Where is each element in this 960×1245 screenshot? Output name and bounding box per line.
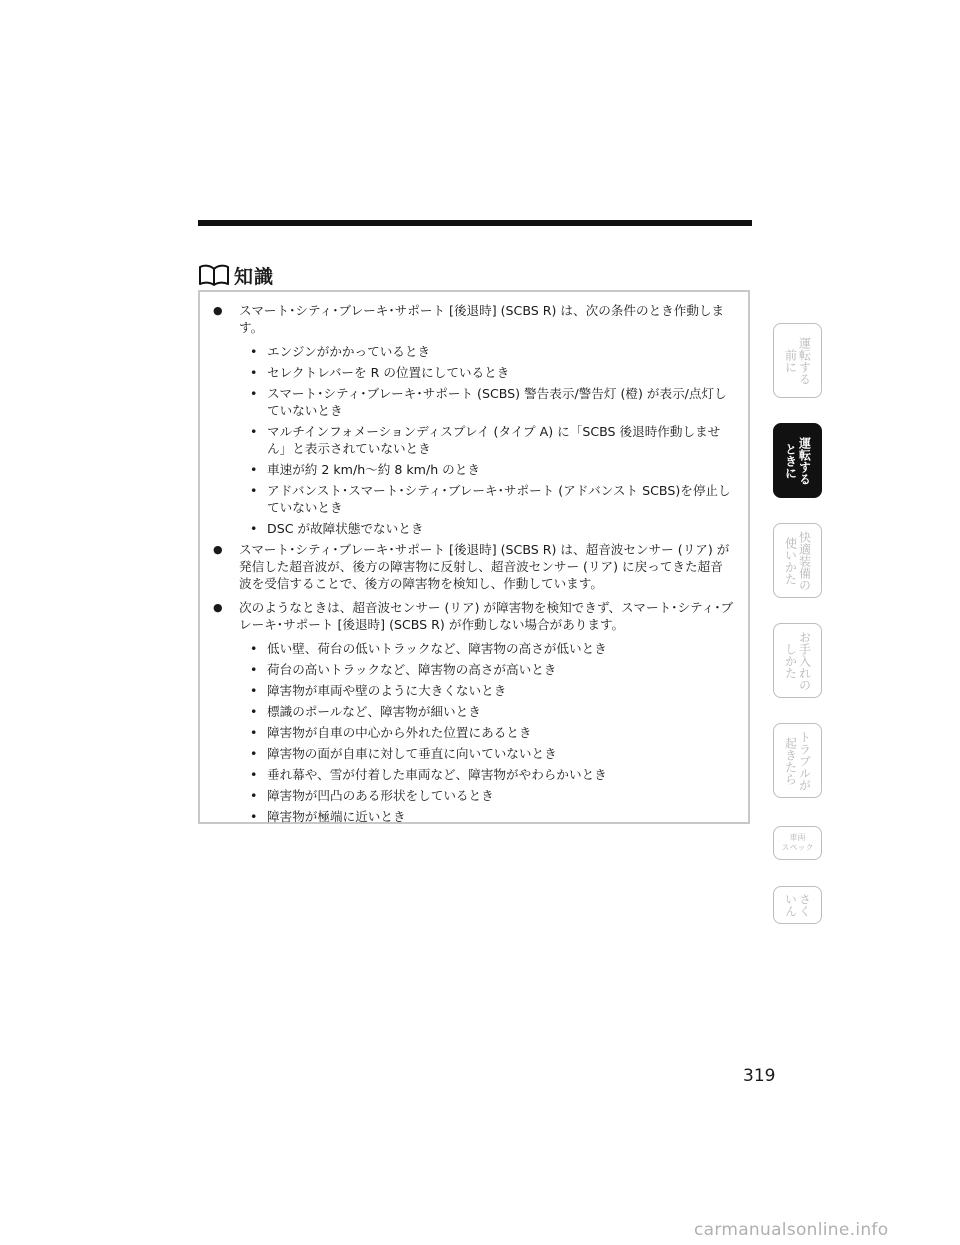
- note-subitem: [212, 640, 734, 657]
- note-subitem: [212, 364, 734, 381]
- note-subitem: [212, 461, 734, 478]
- tab-label-line: 車両: [789, 833, 806, 842]
- tab-label-line: トラブルが: [797, 730, 812, 791]
- note-subitem: [212, 385, 734, 419]
- subitem-text: 障害物が自車の中心から外れた位置にあるとき: [267, 725, 532, 740]
- tab-label-line: さく: [797, 893, 812, 917]
- subitem-bullet: •: [250, 386, 258, 401]
- note-subitem: [212, 520, 734, 537]
- watermark: carmanualsonline.info: [694, 1220, 889, 1240]
- note-subitem: [212, 745, 734, 762]
- tab-label-line: 起きたら: [783, 736, 798, 785]
- tab-maintenance[interactable]: [773, 623, 822, 698]
- subitem-text: マルチインフォメーションディスプレイ (タイプ A) に「SCBS 後退時作動しません」と表示されていないとき: [267, 424, 721, 456]
- tab-label-line: 前に: [783, 348, 798, 373]
- note-subitem: [212, 703, 734, 720]
- tab-label-line: お手入れの: [797, 630, 812, 691]
- top-rule: [198, 220, 752, 226]
- subitem-text: 障害物が凹凸のある形状をしているとき: [267, 788, 494, 803]
- section-title: 知識: [234, 265, 275, 288]
- subitem-text: 低い壁、荷台の低いトラックなど、障害物の高さが低いとき: [267, 641, 607, 656]
- note-subitem: [212, 766, 734, 783]
- subitem-text: 垂れ幕や、雪が付着した車両など、障害物がやわらかいとき: [267, 767, 607, 782]
- subitem-bullet: •: [250, 662, 258, 677]
- note-bullet: ●: [213, 304, 223, 317]
- note-item: [212, 302, 734, 336]
- note-bullet: ●: [213, 543, 223, 556]
- subitem-bullet: •: [250, 704, 258, 719]
- note-subitem: [212, 787, 734, 804]
- tab-index[interactable]: [773, 886, 822, 924]
- subitem-bullet: •: [250, 462, 258, 477]
- tab-vehicle-specs[interactable]: [773, 826, 822, 860]
- subitem-bullet: •: [250, 344, 258, 359]
- knowledge-box: [198, 290, 750, 824]
- subitem-bullet: •: [250, 725, 258, 740]
- subitem-bullet: •: [250, 521, 258, 536]
- note-subitem: [212, 808, 734, 825]
- subitem-bullet: •: [250, 788, 258, 803]
- subitem-bullet: •: [250, 483, 258, 498]
- subitem-bullet: •: [250, 683, 258, 698]
- note-item: [212, 599, 734, 633]
- note-subitem: [212, 661, 734, 678]
- tab-before-driving[interactable]: [773, 323, 822, 398]
- subitem-text: 標識のポールなど、障害物が細いとき: [267, 704, 481, 719]
- note-subitem: [212, 343, 734, 360]
- subitem-text: 障害物が極端に近いとき: [267, 809, 406, 824]
- subitem-text: エンジンがかかっているとき: [267, 344, 431, 359]
- subitem-text: 障害物の面が自車に対して垂直に向いていないとき: [267, 746, 557, 761]
- subitem-text: スマート･シティ･ブレーキ･サポート (SCBS) 警告表示/警告灯 (橙) が表示/点灯していないとき: [267, 386, 727, 418]
- tab-label-line: スペック: [781, 843, 814, 852]
- subitem-bullet: •: [250, 809, 258, 824]
- subitem-text: セレクトレバーを R の位置にしているとき: [267, 365, 510, 380]
- tab-troubleshooting[interactable]: [773, 723, 822, 798]
- subitem-text: 荷台の高いトラックなど、障害物の高さが高いとき: [267, 662, 557, 677]
- note-subitem: [212, 724, 734, 741]
- note-item: [212, 541, 734, 592]
- subitem-text: アドバンスト･スマート･シティ･ブレーキ･サポート (アドバンスト SCBS)を停止していないとき: [267, 483, 731, 515]
- subitem-text: DSC が故障状態でないとき: [267, 521, 424, 536]
- note-subitem: [212, 482, 734, 516]
- open-book-icon: [198, 263, 230, 287]
- page-number: 319: [743, 1066, 776, 1086]
- note-text: スマート･シティ･ブレーキ･サポート [後退時] (SCBS R) は、次の条件のとき作動します。: [239, 303, 725, 335]
- subitem-bullet: •: [250, 424, 258, 439]
- tab-label-line: いん: [783, 893, 798, 917]
- tab-label-line: しかた: [783, 642, 798, 679]
- tab-label-line: 運転する: [797, 336, 812, 385]
- subitem-text: 車速が約 2 km/h～約 8 km/h のとき: [267, 462, 480, 477]
- tab-label-line: 使いかた: [783, 536, 798, 585]
- note-bullet: ●: [213, 601, 223, 614]
- tab-label-line: ときに: [783, 442, 798, 479]
- note-subitem: [212, 682, 734, 699]
- note-text: スマート･シティ･ブレーキ･サポート [後退時] (SCBS R) は、超音波センサー (リア) が発信した超音波が、後方の障害物に反射し、超音波センサー (リア) に戻ってきた超音波を受信することで、後方の障害物を検知し、作動しています。: [239, 542, 730, 591]
- subitem-bullet: •: [250, 767, 258, 782]
- tab-when-driving[interactable]: [773, 423, 822, 498]
- subitem-bullet: •: [250, 746, 258, 761]
- section-heading: [198, 262, 274, 288]
- subitem-bullet: •: [250, 365, 258, 380]
- tab-comfort-equipment[interactable]: [773, 523, 822, 598]
- note-text: 次のようなときは、超音波センサー (リア) が障害物を検知できず、スマート･シティ･ブレーキ･サポート [後退時] (SCBS R) が作動しない場合があります。: [239, 600, 734, 632]
- tab-label-line: 運転する: [797, 436, 812, 485]
- tab-label-line: 快適装備の: [797, 530, 812, 591]
- subitem-bullet: •: [250, 641, 258, 656]
- note-subitem: [212, 423, 734, 457]
- subitem-text: 障害物が車両や壁のように大きくないとき: [267, 683, 507, 698]
